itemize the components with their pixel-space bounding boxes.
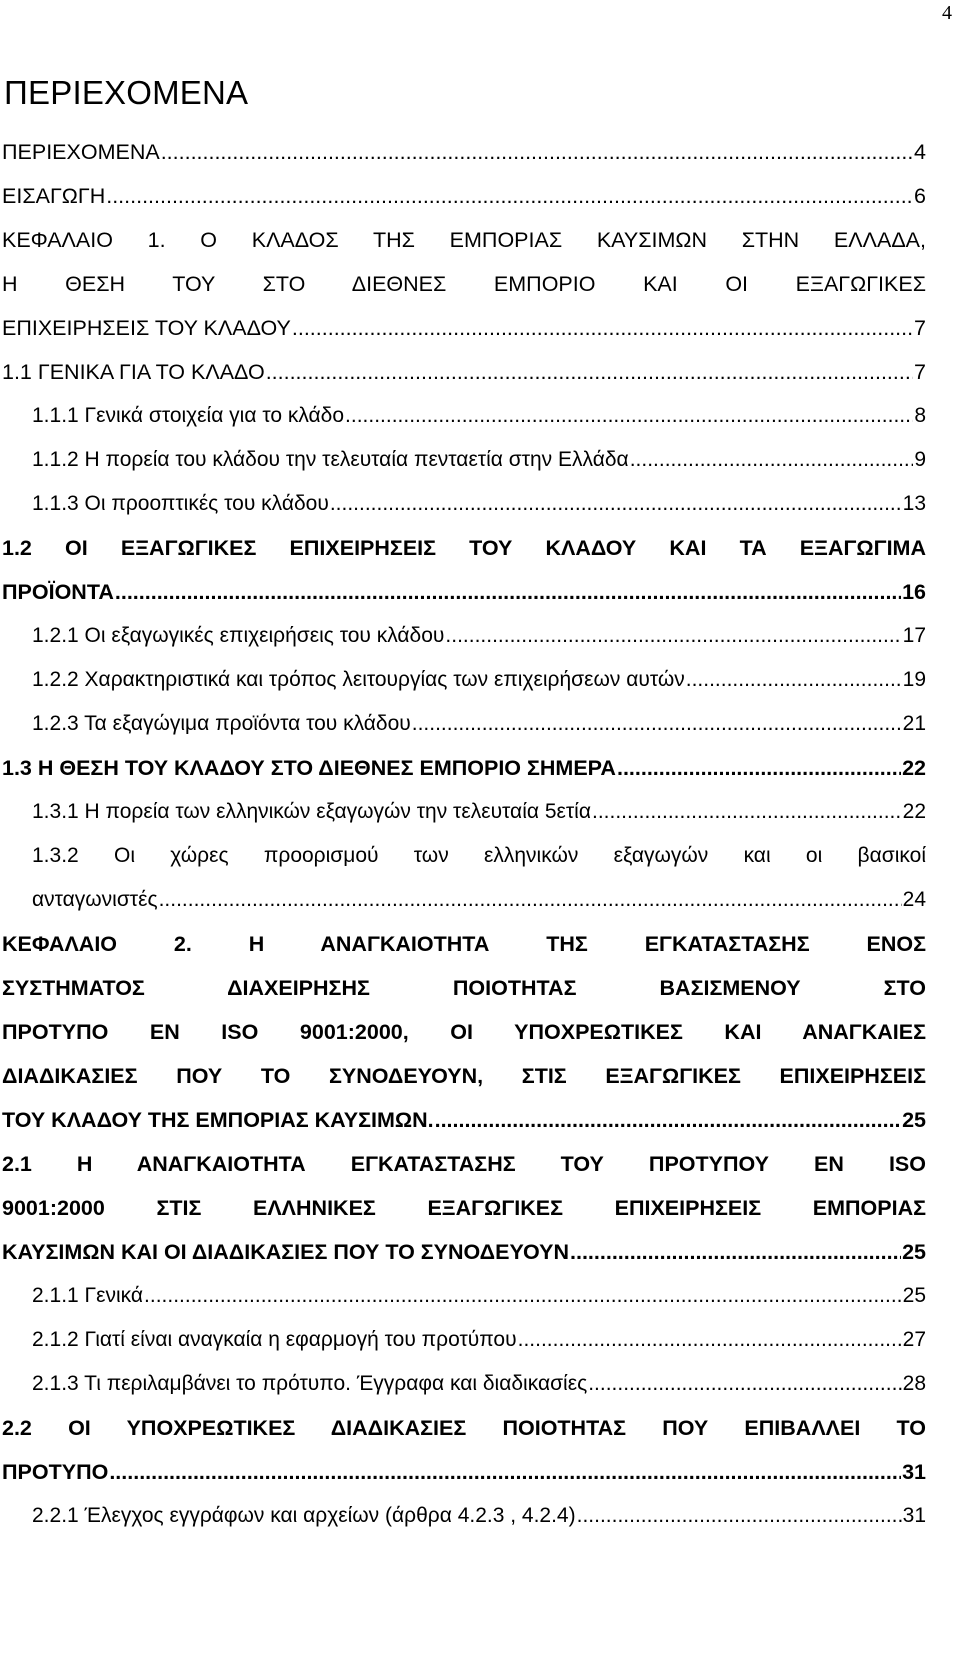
toc-entry-label: 2.1.3 Τι περιλαμβάνει το πρότυπο. Έγγραφα και διαδικασίες bbox=[32, 1372, 588, 1395]
toc-entry[interactable] bbox=[0, 834, 960, 922]
toc-entry-line: 1.3.2 Οι χώρες προορισμού των ελληνικών εξαγωγών και οι βασικοί bbox=[32, 844, 926, 867]
toc-entry-row bbox=[2, 306, 926, 350]
toc-entry-label: 1.2.3 Τα εξαγώγιμα προϊόντα του κλάδου bbox=[32, 712, 411, 735]
toc-entry[interactable] bbox=[0, 218, 960, 350]
toc-entry-label: 1.2.1 Οι εξαγωγικές επιχειρήσεις του κλάδου bbox=[32, 624, 445, 647]
toc-entry-label: 1.1.1 Γενικά στοιχεία για το κλάδο bbox=[32, 404, 345, 427]
toc-entry-line: 1.2 ΟΙ ΕΞΑΓΩΓΙΚΕΣ ΕΠΙΧΕΙΡΗΣΕΙΣ ΤΟΥ ΚΛΑΔΟΥ ΚΑΙ ΤΑ ΕΞΑΓΩΓΙΜΑ bbox=[2, 536, 926, 560]
page-title: ΠΕΡΙΕΧΟΜΕΝΑ bbox=[4, 74, 249, 111]
toc-entry[interactable] bbox=[0, 790, 960, 834]
toc-entry-row bbox=[2, 570, 926, 614]
toc-entry[interactable] bbox=[0, 174, 960, 218]
toc-entry[interactable] bbox=[0, 1274, 960, 1318]
page-number: 4 bbox=[942, 2, 952, 24]
dot-leader bbox=[115, 570, 901, 614]
toc-entry-label: 1.1.2 Η πορεία του κλάδου την τελευταία πενταετία στην Ελλάδα bbox=[32, 448, 629, 471]
toc-entry[interactable] bbox=[0, 1494, 960, 1538]
toc-entry-row bbox=[32, 614, 926, 658]
toc-entry-label: 1.1 ΓΕΝΙΚΑ ΓΙΑ ΤΟ ΚΛΑΔΟ bbox=[2, 360, 265, 384]
toc-entry-page: 31 bbox=[902, 1504, 926, 1527]
toc-entry-page: 7 bbox=[914, 360, 926, 384]
toc-entry-page: 19 bbox=[902, 668, 926, 691]
toc-entry-line: ΚΕΦΑΛΑΙΟ 1. Ο ΚΛΑΔΟΣ ΤΗΣ ΕΜΠΟΡΙΑΣ ΚΑΥΣΙΜΩΝ ΣΤΗΝ ΕΛΛΑΔΑ, bbox=[2, 228, 926, 252]
toc-entry-row bbox=[32, 790, 926, 834]
toc-entry[interactable] bbox=[0, 614, 960, 658]
toc-entry-page: 25 bbox=[902, 1284, 926, 1307]
toc-entry-label: ΠΕΡΙΕΧΟΜΕΝΑ bbox=[2, 140, 160, 164]
toc-entry-row bbox=[32, 1274, 926, 1318]
toc-entry-row bbox=[32, 482, 926, 526]
toc-entry-line: ΣΥΣΤΗΜΑΤΟΣ ΔΙΑΧΕΙΡΗΣΗΣ ΠΟΙΟΤΗΤΑΣ ΒΑΣΙΣΜΕΝΟΥ ΣΤΟ bbox=[2, 976, 926, 1000]
toc-entry-label: 2.1.1 Γενικά bbox=[32, 1284, 144, 1307]
toc-entry-label: ΠΡΟΤΥΠΟ bbox=[2, 1460, 109, 1484]
dot-leader bbox=[266, 350, 913, 394]
dot-leader bbox=[144, 1274, 902, 1318]
toc-entry-page: 21 bbox=[902, 712, 926, 735]
toc-entry[interactable] bbox=[0, 526, 960, 614]
toc-entry-page: 27 bbox=[902, 1328, 926, 1351]
toc-entry[interactable] bbox=[0, 1318, 960, 1362]
toc-entry-page: 22 bbox=[902, 756, 926, 780]
toc-entry-line: Η ΘΕΣΗ ΤΟΥ ΣΤΟ ΔΙΕΘΝΕΣ ΕΜΠΟΡΙΟ ΚΑΙ ΟΙ ΕΞΑΓΩΓΙΚΕΣ bbox=[2, 272, 926, 296]
dot-leader bbox=[686, 658, 902, 702]
dot-leader bbox=[617, 746, 901, 790]
table-of-contents bbox=[0, 130, 960, 1538]
toc-entry-label: 1.1.3 Οι προοπτικές του κλάδου bbox=[32, 492, 329, 515]
dot-leader bbox=[109, 1450, 901, 1494]
toc-entry-page: 13 bbox=[902, 492, 926, 515]
toc-entry-row bbox=[32, 1318, 926, 1362]
toc-entry-page: 8 bbox=[914, 404, 926, 427]
toc-entry-label: 1.3 Η ΘΕΣΗ ΤΟΥ ΚΛΑΔΟΥ ΣΤΟ ΔΙΕΘΝΕΣ ΕΜΠΟΡΙΟ ΣΗΜΕΡΑ bbox=[2, 756, 616, 780]
dot-leader bbox=[445, 614, 901, 658]
toc-entry-line: 9001:2000 ΣΤΙΣ ΕΛΛΗΝΙΚΕΣ ΕΞΑΓΩΓΙΚΕΣ ΕΠΙΧΕΙΡΗΣΕΙΣ ΕΜΠΟΡΙΑΣ bbox=[2, 1196, 926, 1220]
toc-entry-label: ΤΟΥ ΚΛΑΔΟΥ ΤΗΣ ΕΜΠΟΡΙΑΣ ΚΑΥΣΙΜΩΝ. bbox=[2, 1108, 434, 1132]
dot-leader bbox=[330, 482, 902, 526]
toc-entry-line: ΚΕΦΑΛΑΙΟ 2. Η ΑΝΑΓΚΑΙΟΤΗΤΑ ΤΗΣ ΕΓΚΑΤΑΣΤΑΣΗΣ ΕΝΟΣ bbox=[2, 932, 926, 956]
toc-entry-label: 2.2.1 Έλεγχος εγγράφων και αρχείων (άρθρα 4.2.3 , 4.2.4) bbox=[32, 1504, 576, 1527]
toc-entry-page: 4 bbox=[914, 140, 926, 164]
toc-entry-row bbox=[2, 174, 926, 218]
toc-entry-row bbox=[32, 658, 926, 702]
toc-entry[interactable] bbox=[0, 658, 960, 702]
toc-entry-line: 2.2 ΟΙ ΥΠΟΧΡΕΩΤΙΚΕΣ ΔΙΑΔΙΚΑΣΙΕΣ ΠΟΙΟΤΗΤΑΣ ΠΟΥ ΕΠΙΒΑΛΛΕΙ ΤΟ bbox=[2, 1416, 926, 1440]
dot-leader bbox=[292, 306, 913, 350]
dot-leader bbox=[106, 174, 913, 218]
toc-entry-row bbox=[32, 702, 926, 746]
dot-leader bbox=[412, 702, 902, 746]
toc-entry[interactable] bbox=[0, 1142, 960, 1274]
toc-entry[interactable] bbox=[0, 702, 960, 746]
toc-entry-label: 1.2.2 Χαρακτηριστικά και τρόπος λειτουργίας των επιχειρήσεων αυτών bbox=[32, 668, 685, 691]
dot-leader bbox=[435, 1098, 901, 1142]
toc-entry-label: 1.3.1 Η πορεία των ελληνικών εξαγωγών την τελευταία 5ετία bbox=[32, 800, 591, 823]
toc-entry-row bbox=[2, 350, 926, 394]
toc-entry-row bbox=[2, 1230, 926, 1274]
toc-entry-label: ΚΑΥΣΙΜΩΝ ΚΑΙ ΟΙ ΔΙΑΔΙΚΑΣΙΕΣ ΠΟΥ ΤΟ ΣΥΝΟΔΕΥΟΥΝ bbox=[2, 1240, 569, 1264]
dot-leader bbox=[345, 394, 913, 438]
toc-entry-row bbox=[32, 438, 926, 482]
toc-entry[interactable] bbox=[0, 746, 960, 790]
dot-leader bbox=[570, 1230, 901, 1274]
toc-entry[interactable] bbox=[0, 130, 960, 174]
toc-entry-row bbox=[2, 1450, 926, 1494]
dot-leader bbox=[588, 1362, 901, 1406]
toc-entry-page: 24 bbox=[902, 888, 926, 911]
toc-entry-label: ανταγωνιστές bbox=[32, 888, 158, 911]
toc-entry-page: 28 bbox=[902, 1372, 926, 1395]
toc-entry-page: 31 bbox=[902, 1460, 926, 1484]
dot-leader bbox=[592, 790, 902, 834]
toc-entry[interactable] bbox=[0, 438, 960, 482]
dot-leader bbox=[161, 130, 913, 174]
toc-entry[interactable] bbox=[0, 1362, 960, 1406]
dot-leader bbox=[577, 1494, 902, 1538]
toc-entry-label: ΠΡΟΪΟΝΤΑ bbox=[2, 580, 114, 604]
toc-entry-page: 7 bbox=[914, 316, 926, 340]
toc-entry[interactable] bbox=[0, 350, 960, 394]
toc-entry-page: 25 bbox=[902, 1240, 926, 1264]
toc-entry-row bbox=[32, 1362, 926, 1406]
dot-leader bbox=[159, 878, 902, 922]
toc-entry[interactable] bbox=[0, 394, 960, 438]
toc-entry-label: ΕΠΙΧΕΙΡΗΣΕΙΣ ΤΟΥ ΚΛΑΔΟΥ bbox=[2, 316, 291, 340]
toc-entry[interactable] bbox=[0, 922, 960, 1142]
toc-entry-row bbox=[2, 746, 926, 790]
toc-entry-row bbox=[32, 1494, 926, 1538]
toc-entry-label: 2.1.2 Γιατί είναι αναγκαία η εφαρμογή του προτύπου bbox=[32, 1328, 517, 1351]
toc-entry-page: 9 bbox=[914, 448, 926, 471]
toc-entry-row bbox=[32, 394, 926, 438]
toc-entry[interactable] bbox=[0, 1406, 960, 1494]
toc-entry-line: ΠΡΟΤΥΠΟ ΕΝ ISO 9001:2000, ΟΙ ΥΠΟΧΡΕΩΤΙΚΕΣ ΚΑΙ ΑΝΑΓΚΑΙΕΣ bbox=[2, 1020, 926, 1044]
toc-entry-row bbox=[2, 130, 926, 174]
toc-entry-page: 25 bbox=[902, 1108, 926, 1132]
dot-leader bbox=[518, 1318, 902, 1362]
toc-entry-page: 6 bbox=[914, 184, 926, 208]
toc-entry[interactable] bbox=[0, 482, 960, 526]
toc-entry-line: ΔΙΑΔΙΚΑΣΙΕΣ ΠΟΥ ΤΟ ΣΥΝΟΔΕΥΟΥΝ, ΣΤΙΣ ΕΞΑΓΩΓΙΚΕΣ ΕΠΙΧΕΙΡΗΣΕΙΣ bbox=[2, 1064, 926, 1088]
toc-entry-line: 2.1 Η ΑΝΑΓΚΑΙΟΤΗΤΑ ΕΓΚΑΤΑΣΤΑΣΗΣ ΤΟΥ ΠΡΟΤΥΠΟΥ ΕΝ ISO bbox=[2, 1152, 926, 1176]
toc-entry-label: ΕΙΣΑΓΩΓΗ bbox=[2, 184, 106, 208]
toc-entry-row bbox=[32, 878, 926, 922]
toc-entry-page: 16 bbox=[902, 580, 926, 604]
toc-entry-row bbox=[2, 1098, 926, 1142]
toc-entry-page: 17 bbox=[902, 624, 926, 647]
toc-entry-page: 22 bbox=[902, 800, 926, 823]
dot-leader bbox=[630, 438, 914, 482]
